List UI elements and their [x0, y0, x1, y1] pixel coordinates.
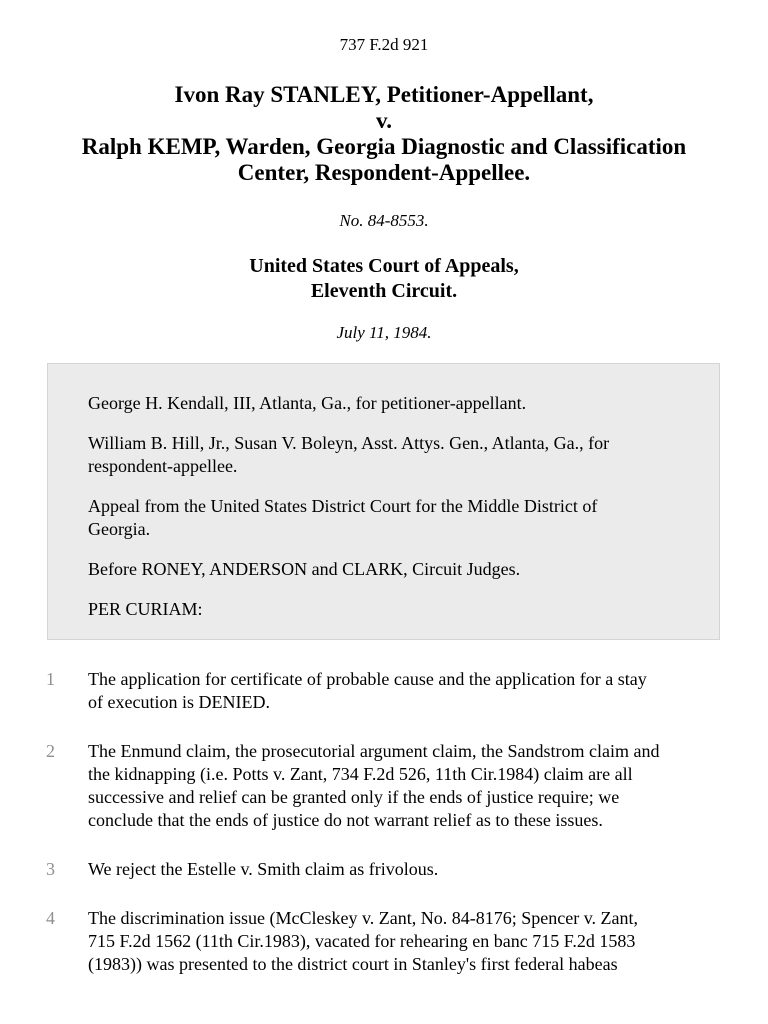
header-line: Georgia. — [88, 519, 151, 539]
case-title-line: Ralph KEMP, Warden, Georgia Diagnostic and Classification — [81, 134, 687, 159]
opinion-paragraph — [0, 858, 768, 881]
paragraph-line: The application for certificate of probable cause and the application for a stay — [88, 669, 647, 689]
court-name — [0, 254, 768, 304]
header-line: Before RONEY, ANDERSON and CLARK, Circuit Judges. — [88, 559, 521, 579]
paragraph-line: 715 F.2d 1562 (11th Cir.1983), vacated for rehearing en banc 715 F.2d 1583 — [88, 931, 636, 951]
paragraph-text — [88, 740, 768, 832]
paragraph-line: We reject the Estelle v. Smith claim as frivolous. — [88, 859, 439, 879]
paragraph-text — [88, 668, 768, 714]
header-line: Appeal from the United States District Court for the Middle District of — [88, 496, 598, 516]
counsel-for-respondent — [88, 432, 609, 478]
court-name-line: United States Court of Appeals, — [249, 255, 519, 277]
case-title-line: Ivon Ray STANLEY, Petitioner-Appellant, — [174, 82, 594, 107]
paragraph-number: 4 — [46, 908, 55, 928]
header-line: William B. Hill, Jr., Susan V. Boleyn, Asst. Attys. Gen., Atlanta, Ga., for — [88, 433, 610, 453]
opinion-paragraph — [0, 740, 768, 832]
opinion-paragraph — [0, 907, 768, 976]
paragraph-line: successive and relief can be granted only if the ends of justice require; we — [88, 787, 620, 807]
header-line: George H. Kendall, III, Atlanta, Ga., for petitioner-appellant. — [88, 393, 527, 413]
opinion-body — [0, 668, 768, 1002]
paragraph-text — [88, 907, 768, 976]
paragraph-number: 3 — [46, 859, 55, 879]
paragraph-number: 1 — [46, 669, 55, 689]
docket-number: No. 84-8553. — [339, 211, 429, 230]
decision-date: July 11, 1984. — [336, 323, 432, 342]
court-name-line: Eleventh Circuit. — [310, 280, 458, 302]
header-line: PER CURIAM: — [88, 599, 203, 619]
paragraph-line: The Enmund claim, the prosecutorial argument claim, the Sandstrom claim and — [88, 741, 660, 761]
case-header-content — [88, 392, 609, 638]
paragraph-line: The discrimination issue (McCleskey v. Zant, No. 84-8176; Spencer v. Zant, — [88, 908, 639, 928]
header-line: respondent-appellee. — [88, 456, 238, 476]
paragraph-line: of execution is DENIED. — [88, 692, 270, 712]
paragraph-line: conclude that the ends of justice do not warrant relief as to these issues. — [88, 810, 603, 830]
case-header-box — [47, 363, 720, 640]
case-title-line: Center, Respondent-Appellee. — [237, 160, 531, 185]
paragraph-number: 2 — [46, 741, 55, 761]
case-title-line: v. — [376, 108, 392, 133]
paragraph-line: the kidnapping (i.e. Potts v. Zant, 734 F.2d 526, 11th Cir.1984) claim are all — [88, 764, 633, 784]
opinion-paragraph — [0, 668, 768, 714]
paragraph-text — [88, 858, 768, 881]
appeal-origin — [88, 495, 609, 541]
case-title — [0, 82, 768, 186]
panel-judges — [88, 558, 609, 581]
citation: 737 F.2d 921 — [339, 35, 429, 54]
paragraph-line: (1983)) was presented to the district court in Stanley's first federal habeas — [88, 954, 618, 974]
counsel-for-petitioner — [88, 392, 609, 415]
opinion-author — [88, 598, 609, 621]
